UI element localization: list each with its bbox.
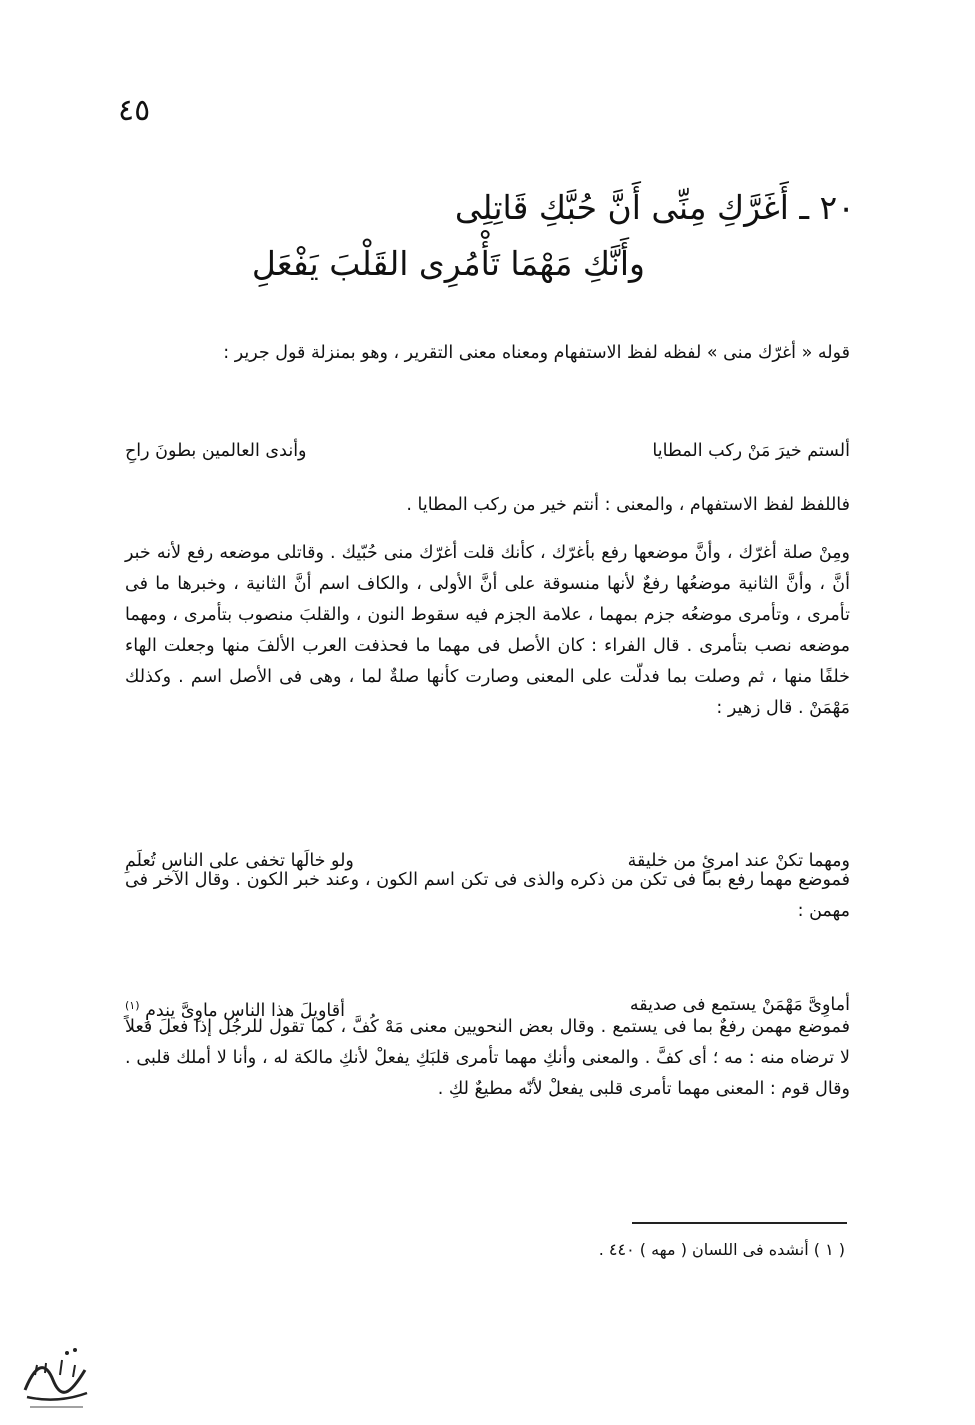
footnote-divider (632, 1222, 847, 1224)
poem-hemistich-right: ألستم خيرَ مَنْ ركب المطايا (652, 441, 850, 461)
verse-second-hemistich (0, 244, 645, 284)
commentary-paragraph-3: ومِنْ صلة أغرّك ، وأنَّ موضعها رفع بأغرّك ، كأنك قلت أغرّك منى حُبّيك . وقاتلى موضعه رفع لأنه خبر أنَّ ، وأنَّ الثانية موضعُها رفعٌ لأنها منسوقة على أنَّ الأولى ، والكاف اسم أنَّ الثانية ، وخبرها ما فى تأمرى ، وتأمرى موضعُه جزم بمهما ، علامة الجزم فيه سقوط النون ، والقلبَ منصوب بتأمرى ، ومهما موضعه نصب بتأمرى . قال الفراء : كان الأصل فى مهما ما فحذفت العرب الألفَ منها وجعلت الهاء خلفًا منها ، ثم وصلت بما فدلّت على المعنى وصارت كأنها صلةٌ لما ، وهى فى الأصل اسم . وكذلك مَهْمَنْ . قال زهير : (125, 543, 850, 718)
poem-hemistich-left: وأندى العالمين بطونَ راحِ (125, 441, 307, 461)
commentary-paragraph-5: فموضع مهمن رفعٌ بما فى يستمع . وقال بعض النحويين معنى مَهْ كُفَّ ، كما تقول للرجُل إذا فعلَ فعلاً لا ترضاه منه : مه ؛ أى كفَّ . والمعنى وأنكِ مهما تأمرى قلبَكِ يفعلْ لأنكِ مالكة له ، وأنا لا أملك قلبى . وقال قوم : المعنى مهما تأمرى قلبى يفعلْ لأنّه مطيعٌ لكِ . (125, 1017, 850, 1099)
page-number: ٤٥ (118, 93, 151, 128)
poem-hemistich-left: ولو خالَها تخفى على الناس تُعلَمِ (125, 851, 354, 871)
poem-hemistich-text: أقاويلَ هذا الناس ماوِىَّ يندمِ (145, 1000, 345, 1021)
library-stamp-logo (15, 1335, 95, 1415)
verse-line-1: أَغَرَّكِ مِنِّى أَنَّ حُبَّكِ قَاتِلِى (454, 188, 789, 227)
footnote: ( ١ ) أنشده فى اللسان ( مهه ) ٤٤٠ . (598, 1240, 845, 1259)
poem-hemistich-right: أماوِىَّ مَهْمَنْ يستمع فى صديقه (629, 995, 850, 1015)
commentary-paragraph-1: قوله « أغرّك منى » لفظه لفظ الاستفهام ومعناه معنى التقرير ، وهو بمنزلة قول جرير : (223, 343, 850, 363)
commentary-paragraph-2: فاللفظ لفظ الاستفهام ، والمعنى : أنتم خير من ركب المطايا . (406, 495, 850, 515)
quoted-poem-jarir (125, 436, 850, 467)
verse-first-hemistich (115, 188, 855, 228)
poem-hemistich-right: ومهما تكنْ عند امرئٍ من خليقة (627, 851, 850, 871)
commentary-paragraph-4: فموضع مهما رفع بما فى تكن من ذكره والذى فى تكن اسم الكون ، وعند خبر الكون . وقال الآخر فى مهمن : (125, 870, 850, 921)
verse-number: ٢٠ ـ (799, 188, 855, 227)
verse-line-2: وأَنَّكِ مَهْمَا تَأْمُرِى القَلْبَ يَفْعَلِ (251, 244, 645, 283)
footnote-marker: (١) (125, 999, 140, 1012)
